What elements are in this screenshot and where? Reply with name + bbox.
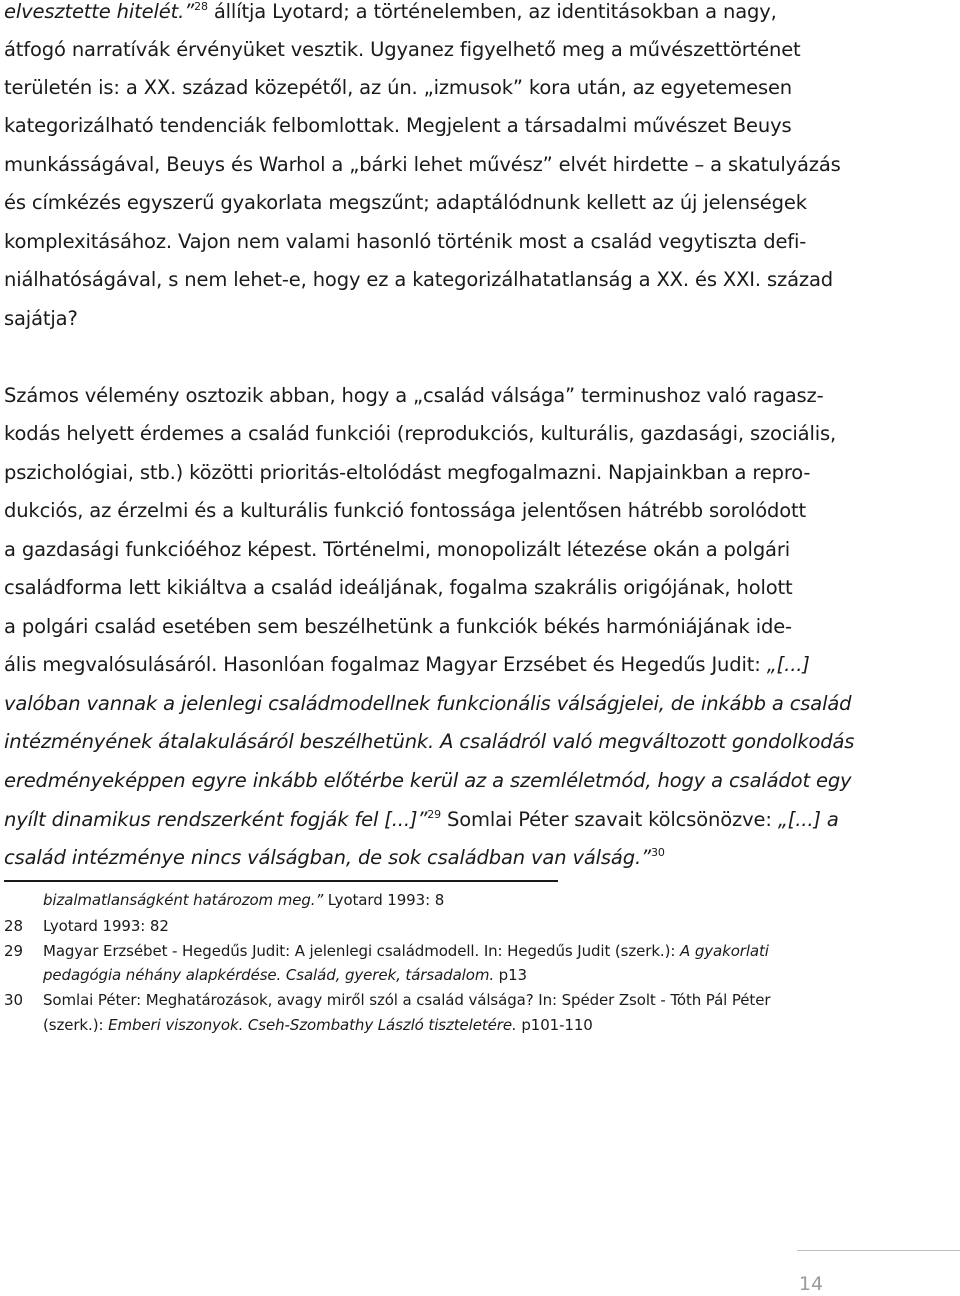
footnote-number: 30 — [4, 991, 24, 1009]
footnote-line — [43, 1015, 943, 1035]
footnote-ref: 30 — [650, 846, 665, 859]
body-line — [4, 38, 954, 62]
line-text: kategorizálható tendenciák felbomlottak. Megjelent a társadalmi művészet Beuys — [4, 114, 792, 137]
body-line — [4, 653, 954, 677]
footnote-number: 29 — [4, 942, 24, 960]
body-line — [4, 730, 954, 754]
quote-text: eredményeképpen egyre inkább előtérbe kerül az a szemléletmód, hogy a családot egy — [4, 769, 852, 792]
footnote-text: Somlai Péter: Meghatározások, avagy miről szól a család válsága? In: Spéder Zsolt - Tóth Pál Péter — [43, 991, 771, 1009]
body-line — [4, 576, 954, 600]
footnote-line — [43, 990, 943, 1010]
body-line — [4, 0, 954, 24]
footnote-title: bizalmatlanságként határozom meg.” — [43, 891, 324, 909]
line-text: kodás helyett érdemes a család funkciói (reprodukciós, kulturális, gazdasági, szociális, — [4, 422, 837, 445]
footnote-text: Lyotard 1993: 82 — [43, 917, 169, 935]
line-text: területén is: a XX. század közepétől, az ún. „izmusok” kora után, az egyetemesen — [4, 76, 793, 99]
page-number: 14 — [798, 1273, 824, 1295]
body-line — [4, 268, 954, 292]
body-line — [4, 615, 954, 639]
footnote-text: (szerk.): — [43, 1016, 109, 1034]
footnote-text: Lyotard 1993: 8 — [323, 891, 445, 909]
line-text: pszichológiai, stb.) közötti prioritás-eltolódást megfogalmazni. Napjainkban a repro- — [4, 461, 811, 484]
quote-text: intézményének átalakulásáról beszélhetünk. A családról való megváltozott gondolkodás — [4, 730, 855, 753]
quote-text: valóban vannak a jelenlegi családmodellnek funkcionális válságjelei, de inkább a család — [4, 692, 852, 715]
line-text: a polgári család esetében sem beszélhetünk a funkciók békés harmóniájának ide- — [4, 615, 792, 638]
line-text: a gazdasági funkcióéhoz képest. Történelmi, monopolizált létezése okán a polgári — [4, 538, 790, 561]
footnote-ref: 28 — [194, 0, 208, 13]
footnote-title: Emberi viszonyok. Cseh-Szombathy László tiszteletére. — [108, 1016, 517, 1034]
quote-text: nyílt dinamikus rendszerként fogják fel [...]” — [4, 808, 428, 831]
body-line — [4, 422, 954, 446]
body-line — [4, 230, 954, 254]
footnote-text: Magyar Erzsébet - Hegedűs Judit: A jelenlegi családmodell. In: Hegedűs Judit (szerk.): — [43, 942, 680, 960]
body-line — [4, 692, 954, 716]
footnote-line — [43, 965, 943, 985]
line-text: családforma lett kikiáltva a család ideáljának, fogalma szakrális origójának, holott — [4, 576, 793, 599]
line-text: niálhatóságával, s nem lehet-e, hogy ez a kategorizálhatatlanság a XX. és XXI. század — [4, 268, 833, 291]
line-text: komplexitásához. Vajon nem valami hasonló történik most a család vegytiszta defi- — [4, 230, 807, 253]
quote-text: „[...] — [766, 653, 810, 676]
footnote-number: 28 — [4, 917, 24, 935]
line-text: ális megvalósulásáról. Hasonlóan fogalmaz Magyar Erzsébet és Hegedűs Judit: — [4, 653, 767, 676]
body-line — [4, 808, 954, 832]
body-line — [4, 384, 954, 408]
footnote-text: p13 — [494, 966, 527, 984]
body-line — [4, 307, 954, 331]
body-line — [4, 499, 954, 523]
footnote-line — [43, 941, 943, 961]
footnote-line — [43, 890, 943, 910]
page-number-rule — [797, 1250, 960, 1251]
body-line — [4, 769, 954, 793]
line-text: Somlai Péter szavait kölcsönözve: — [440, 808, 778, 831]
quote-text: „[...] a — [777, 808, 839, 831]
footnote-text: p101-110 — [516, 1016, 593, 1034]
quote-text: elvesztette hitelét.” — [4, 0, 195, 23]
line-text: dukciós, az érzelmi és a kulturális funkció fontossága jelentősen hátrébb sorolódott — [4, 499, 807, 522]
body-line — [4, 538, 954, 562]
line-text: és címkézés egyszerű gyakorlata megszűnt; adaptálódnunk kellett az új jelenségek — [4, 191, 807, 214]
footnote-line — [43, 916, 943, 936]
body-line — [4, 191, 954, 215]
footnote-ref: 29 — [427, 808, 441, 821]
line-text: sajátja? — [4, 307, 78, 330]
footnote-separator — [4, 880, 558, 882]
footnote-title: pedagógia néhány alapkérdése. Család, gyerek, társadalom. — [43, 966, 495, 984]
footnote-title: A gyakorlati — [679, 942, 769, 960]
line-text: állítja Lyotard; a történelemben, az identitásokban a nagy, — [207, 0, 777, 23]
body-line — [4, 846, 954, 870]
body-line — [4, 76, 954, 100]
line-text: munkásságával, Beuys és Warhol a „bárki lehet művész” elvét hirdette – a skatulyázás — [4, 153, 841, 176]
line-text: átfogó narratívák érvényüket vesztik. Ugyanez figyelhető meg a művészettörténet — [4, 38, 801, 61]
body-line — [4, 114, 954, 138]
line-text: Számos vélemény osztozik abban, hogy a „család válsága” terminushoz való ragasz- — [4, 384, 824, 407]
body-line — [4, 153, 954, 177]
body-line — [4, 461, 954, 485]
quote-text: család intézménye nincs válságban, de sok családban van válság.” — [4, 846, 651, 869]
